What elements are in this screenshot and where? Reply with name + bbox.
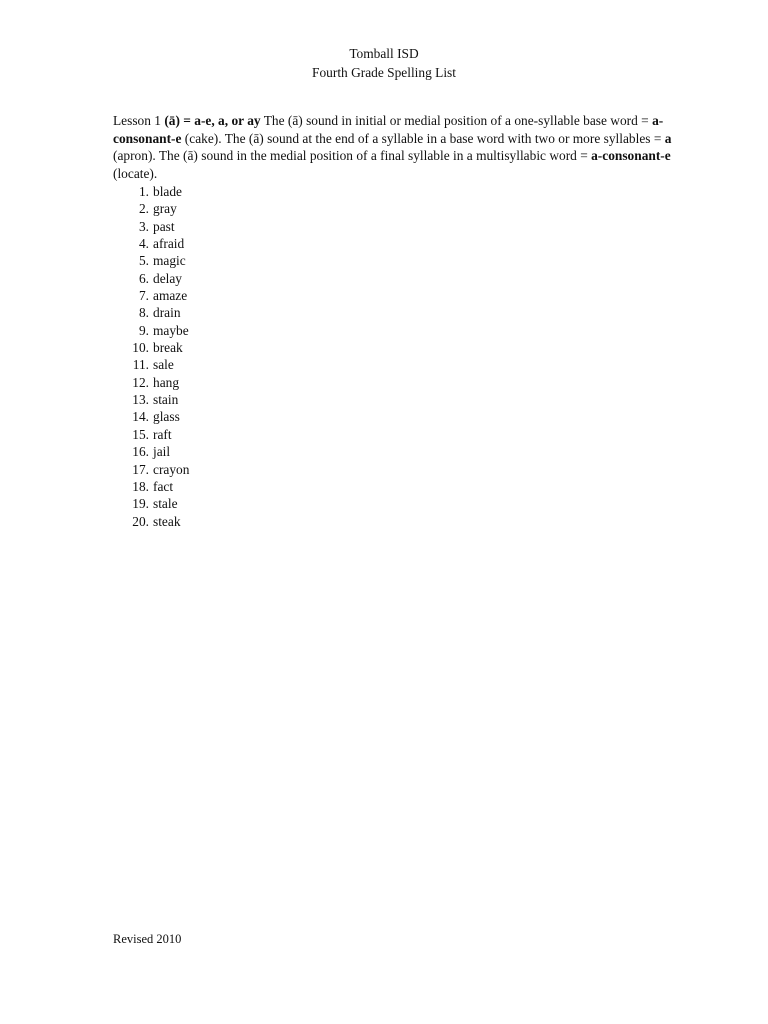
list-item-word: raft bbox=[153, 426, 172, 442]
list-item-word: glass bbox=[153, 409, 180, 425]
list-item-number: 13. bbox=[132, 392, 149, 408]
list-item-number: 10. bbox=[132, 340, 149, 356]
list-item-word: hang bbox=[153, 374, 180, 390]
list-item bbox=[113, 495, 189, 512]
lesson-pattern: (ā) = a-e, a, or ay bbox=[164, 113, 261, 128]
list-item bbox=[113, 374, 189, 391]
list-item bbox=[113, 426, 189, 443]
list-item-number: 20. bbox=[132, 513, 149, 529]
list-item-word: magic bbox=[153, 253, 186, 269]
list-item-number: 14. bbox=[132, 409, 149, 425]
list-item-word: break bbox=[153, 340, 183, 356]
list-item-word: past bbox=[153, 218, 175, 234]
list-item bbox=[113, 287, 189, 304]
document-header bbox=[0, 44, 768, 82]
list-item bbox=[113, 252, 189, 269]
rule-text-1: The (ā) sound in initial or medial position of a one-syllable base word = bbox=[260, 113, 653, 128]
list-item-number: 3. bbox=[138, 218, 149, 234]
list-item bbox=[113, 183, 189, 200]
list-item-number: 11. bbox=[132, 357, 149, 373]
rule-pattern-3: a-consonant-e bbox=[591, 148, 671, 163]
lesson-description bbox=[113, 112, 673, 182]
list-item-number: 16. bbox=[132, 444, 149, 460]
list-item-number: 18. bbox=[132, 478, 149, 494]
list-item-number: 19. bbox=[132, 496, 149, 512]
list-item-number: 12. bbox=[132, 374, 149, 390]
list-item-word: fact bbox=[153, 478, 174, 494]
list-item bbox=[113, 218, 189, 235]
list-item-word: steak bbox=[153, 513, 181, 529]
list-item-word: gray bbox=[153, 201, 177, 217]
list-item bbox=[113, 304, 189, 321]
rule-pattern-2: a bbox=[664, 130, 672, 146]
list-item-number: 9. bbox=[138, 322, 149, 338]
list-item-number: 1. bbox=[138, 184, 149, 199]
list-item-number: 6. bbox=[138, 270, 149, 286]
list-item-word: jail bbox=[153, 444, 171, 460]
revision-note: Revised 2010 bbox=[113, 932, 182, 946]
list-item-word: sale bbox=[153, 357, 174, 373]
list-item bbox=[113, 270, 189, 287]
list-item bbox=[113, 461, 189, 478]
list-item-number: 4. bbox=[138, 236, 149, 252]
list-item-word: crayon bbox=[153, 461, 190, 477]
list-item-number: 7. bbox=[138, 288, 149, 304]
rule-pattern-1: a-consonant-e bbox=[113, 113, 664, 146]
rule-text-2: (cake). The (ā) sound at the end of a syllable in a base word with two or more syllables = bbox=[181, 130, 665, 146]
list-item bbox=[113, 339, 189, 356]
list-item-word: stale bbox=[153, 496, 178, 512]
list-item-number: 15. bbox=[132, 426, 149, 442]
rule-text-4: (locate). bbox=[113, 165, 158, 181]
list-item-word: drain bbox=[153, 305, 181, 321]
rule-text-3: (apron). The (ā) sound in the medial position of a final syllable in a multisyllabic word = bbox=[113, 148, 592, 163]
lesson-paragraph bbox=[113, 112, 673, 182]
list-item bbox=[113, 478, 189, 495]
list-item bbox=[113, 235, 189, 252]
district-name: Tomball ISD bbox=[349, 46, 419, 61]
list-title: Fourth Grade Spelling List bbox=[312, 65, 456, 80]
list-item-word: stain bbox=[153, 392, 179, 408]
list-item bbox=[113, 200, 189, 217]
list-item bbox=[113, 322, 189, 339]
list-item-number: 5. bbox=[138, 253, 149, 269]
list-item bbox=[113, 391, 189, 408]
list-item-word: blade bbox=[153, 184, 182, 199]
lesson-label: Lesson 1 bbox=[113, 113, 165, 128]
list-item bbox=[113, 408, 189, 425]
list-item-word: afraid bbox=[153, 236, 185, 252]
list-item bbox=[113, 513, 189, 530]
list-item-number: 8. bbox=[138, 305, 149, 321]
list-item-number: 2. bbox=[138, 201, 149, 217]
list-item-word: delay bbox=[153, 270, 182, 286]
list-item bbox=[113, 356, 189, 373]
list-item-word: amaze bbox=[153, 288, 188, 304]
spelling-word-list bbox=[113, 183, 189, 530]
list-item bbox=[113, 443, 189, 460]
list-item-word: maybe bbox=[153, 322, 189, 338]
list-item-number: 17. bbox=[132, 461, 149, 477]
